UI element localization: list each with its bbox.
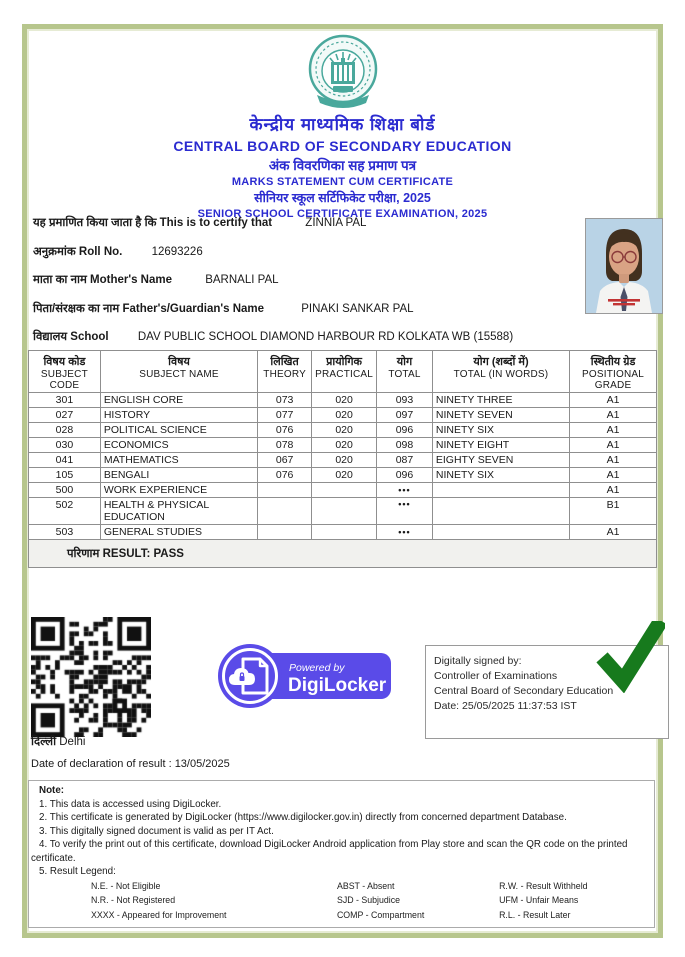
cell-total: 093 [377, 393, 433, 408]
result-label-hindi: परिणाम [67, 548, 100, 560]
cell-total: ••• [377, 483, 433, 498]
cell-code: 500 [29, 483, 101, 498]
cell-total: ••• [377, 525, 433, 540]
exam-title-english: SENIOR SCHOOL CERTIFICATE EXAMINATION, 2025 [197, 208, 488, 220]
table-row [29, 483, 657, 498]
roll-number: 12693226 [151, 245, 203, 258]
mother-label-hindi: माता का नाम [33, 274, 87, 286]
place-hindi: दिल्ली [31, 736, 57, 748]
cell-code: 301 [29, 393, 101, 408]
cell-words: NINETY SIX [432, 468, 569, 483]
cell-theory: 078 [258, 438, 312, 453]
father-label-hindi: पिता/संरक्षक का नाम [33, 302, 120, 315]
digilocker-label: DigiLocker [288, 675, 387, 696]
legend-item: XXXX - Appeared for Improvement [91, 909, 227, 920]
cell-theory [258, 525, 312, 540]
cell-name: POLITICAL SCIENCE [100, 423, 257, 438]
result-value: RESULT: PASS [102, 548, 184, 560]
mother-name: BARNALI PAL [205, 274, 279, 286]
cell-total: 096 [377, 423, 433, 438]
cell-words: EIGHTY SEVEN [432, 453, 569, 468]
cell-practical: 020 [312, 453, 377, 468]
cell-name: HISTORY [100, 408, 257, 423]
cell-theory: 077 [258, 408, 312, 423]
cell-practical [312, 483, 377, 498]
certificate-page [22, 24, 663, 938]
col-total: योग TOTAL [377, 351, 433, 393]
legend-item: R.W. - Result Withheld [499, 880, 588, 891]
result-legend [31, 879, 650, 923]
cell-grade: A1 [570, 393, 657, 408]
certificate-header [27, 31, 658, 220]
cell-code: 105 [29, 468, 101, 483]
cell-name: ENGLISH CORE [100, 393, 257, 408]
cell-name: HEALTH & PHYSICAL EDUCATION [100, 498, 257, 525]
cell-name: WORK EXPERIENCE [100, 483, 257, 498]
cell-words: NINETY SIX [432, 423, 569, 438]
col-theory: लिखित THEORY [258, 351, 312, 393]
legend-item: R.L. - Result Later [499, 909, 571, 920]
cell-code: 503 [29, 525, 101, 540]
col-subject-name: विषय SUBJECT NAME [100, 351, 257, 393]
table-row [29, 423, 657, 438]
note-item-3: 3. This digitally signed document is valid as per IT Act. [39, 825, 274, 837]
cell-name: BENGALI [100, 468, 257, 483]
signature-line-3: Central Board of Secondary Education [434, 685, 614, 697]
cell-grade: A1 [570, 408, 657, 423]
table-row [29, 498, 657, 525]
school-label-hindi: विद्यालय [33, 331, 68, 343]
table-row [29, 468, 657, 483]
roll-label-hindi: अनुक्रमांक [33, 245, 76, 258]
student-info [33, 215, 513, 358]
cell-theory: 067 [258, 453, 312, 468]
legend-item: N.R. - Not Registered [91, 895, 176, 905]
marks-table-header-row [29, 351, 657, 393]
cell-words [432, 483, 569, 498]
cell-grade: A1 [570, 525, 657, 540]
result-cell [29, 540, 657, 568]
mother-label-english: Mother's Name [90, 274, 173, 286]
cell-practical [312, 498, 377, 525]
cell-grade: A1 [570, 438, 657, 453]
legend-item: SJD - Subjudice [336, 895, 401, 905]
powered-by-label: Powered by [289, 662, 345, 674]
father-label-english: Father's/Guardian's Name [122, 302, 265, 315]
cell-practical: 020 [312, 468, 377, 483]
cell-grade: A1 [570, 423, 657, 438]
school-label-english: School [70, 331, 109, 343]
col-practical: प्रायोगिक PRACTICAL [312, 351, 377, 393]
cell-name: ECONOMICS [100, 438, 257, 453]
col-total-words: योग (शब्दों में) TOTAL (IN WORDS) [432, 351, 569, 393]
certify-label-english: This is to certify that [159, 217, 273, 229]
cell-code: 502 [29, 498, 101, 525]
note-title: Note: [39, 785, 65, 796]
note-item-5: 5. Result Legend: [39, 866, 116, 877]
cell-words [432, 525, 569, 540]
table-row [29, 438, 657, 453]
board-title-english: CENTRAL BOARD OF SECONDARY EDUCATION [173, 138, 512, 154]
cell-code: 027 [29, 408, 101, 423]
qr-code [31, 617, 151, 737]
legend-item: N.E. - Not Eligible [91, 880, 161, 891]
checkmark-icon [593, 621, 665, 693]
table-row [29, 525, 657, 540]
student-photo-image [586, 219, 662, 313]
legend-item: ABST - Absent [336, 880, 395, 891]
note-item-1: 1. This data is accessed using DigiLocker. [39, 798, 222, 810]
cell-name: GENERAL STUDIES [100, 525, 257, 540]
exam-title-hindi: सीनियर स्कूल सर्टिफिकेट परीक्षा, 2025 [254, 191, 431, 205]
cell-grade: B1 [570, 498, 657, 525]
cell-words: NINETY THREE [432, 393, 569, 408]
doc-title-hindi: अंक विवरणिका सह प्रमाण पत्र [268, 158, 417, 173]
cell-theory [258, 483, 312, 498]
cell-practical: 020 [312, 423, 377, 438]
school-line [33, 329, 513, 344]
cell-grade: A1 [570, 468, 657, 483]
cell-theory [258, 498, 312, 525]
father-name: PINAKI SANKAR PAL [301, 302, 414, 315]
cell-name: MATHEMATICS [100, 453, 257, 468]
cell-practical: 020 [312, 408, 377, 423]
board-title-hindi: केन्द्रीय माध्यमिक शिक्षा बोर्ड [249, 115, 436, 134]
legend-item: UFM - Unfair Means [499, 895, 579, 905]
marks-table [28, 350, 657, 568]
declaration-date: Date of declaration of result : 13/05/2025 [31, 758, 230, 770]
student-name: ZINNIA PAL [305, 217, 367, 229]
cell-practical [312, 525, 377, 540]
school-name: DAV PUBLIC SCHOOL DIAMOND HARBOUR RD KOLKATA WB (15588) [137, 331, 514, 343]
table-row [29, 453, 657, 468]
cell-total: 098 [377, 438, 433, 453]
cell-total: 097 [377, 408, 433, 423]
table-row [29, 408, 657, 423]
roll-line [33, 244, 513, 259]
cell-total: ••• [377, 498, 433, 525]
certify-line [33, 215, 513, 230]
note-box [28, 780, 655, 928]
place-line [31, 734, 85, 749]
cell-practical: 020 [312, 393, 377, 408]
cell-theory: 076 [258, 423, 312, 438]
student-photo [585, 218, 663, 314]
cell-words: NINETY SEVEN [432, 408, 569, 423]
cell-code: 028 [29, 423, 101, 438]
cell-theory: 076 [258, 468, 312, 483]
digilocker-badge [215, 641, 393, 711]
cbse-logo-icon [303, 33, 383, 111]
cell-total: 087 [377, 453, 433, 468]
roll-label-english: Roll No. [78, 245, 123, 258]
doc-title-english: MARKS STATEMENT CUM CERTIFICATE [231, 176, 454, 188]
note-item-4: 4. To verify the print out of this certificate, download DigiLocker Android application from Play store and scan the QR code on the printed certificate. [31, 839, 628, 864]
cell-words [432, 498, 569, 525]
note-item-2: 2. This certificate is generated by DigiLocker (https://www.digilocker.gov.in) directly from concerned department Database. [39, 812, 567, 823]
cell-words: NINETY EIGHT [432, 438, 569, 453]
cell-grade: A1 [570, 453, 657, 468]
col-grade: स्थितीय ग्रेड POSITIONAL GRADE [570, 351, 657, 393]
signature-line-2: Controller of Examinations [434, 670, 558, 682]
col-subject-code: विषय कोड SUBJECT CODE [29, 351, 101, 393]
certify-label-hindi: यह प्रमाणित किया जाता है कि [33, 217, 157, 229]
cell-grade: A1 [570, 483, 657, 498]
cell-theory: 073 [258, 393, 312, 408]
result-row [29, 540, 657, 568]
cell-total: 096 [377, 468, 433, 483]
legend-item: COMP - Compartment [336, 909, 425, 920]
cell-code: 041 [29, 453, 101, 468]
father-line [33, 301, 513, 316]
place-english: Delhi [59, 736, 86, 748]
signature-line-4: Date: 25/05/2025 11:37:53 IST [434, 700, 577, 712]
cell-code: 030 [29, 438, 101, 453]
signature-line-1: Digitally signed by: [434, 655, 522, 667]
table-row [29, 393, 657, 408]
cell-practical: 020 [312, 438, 377, 453]
mother-line [33, 272, 513, 287]
